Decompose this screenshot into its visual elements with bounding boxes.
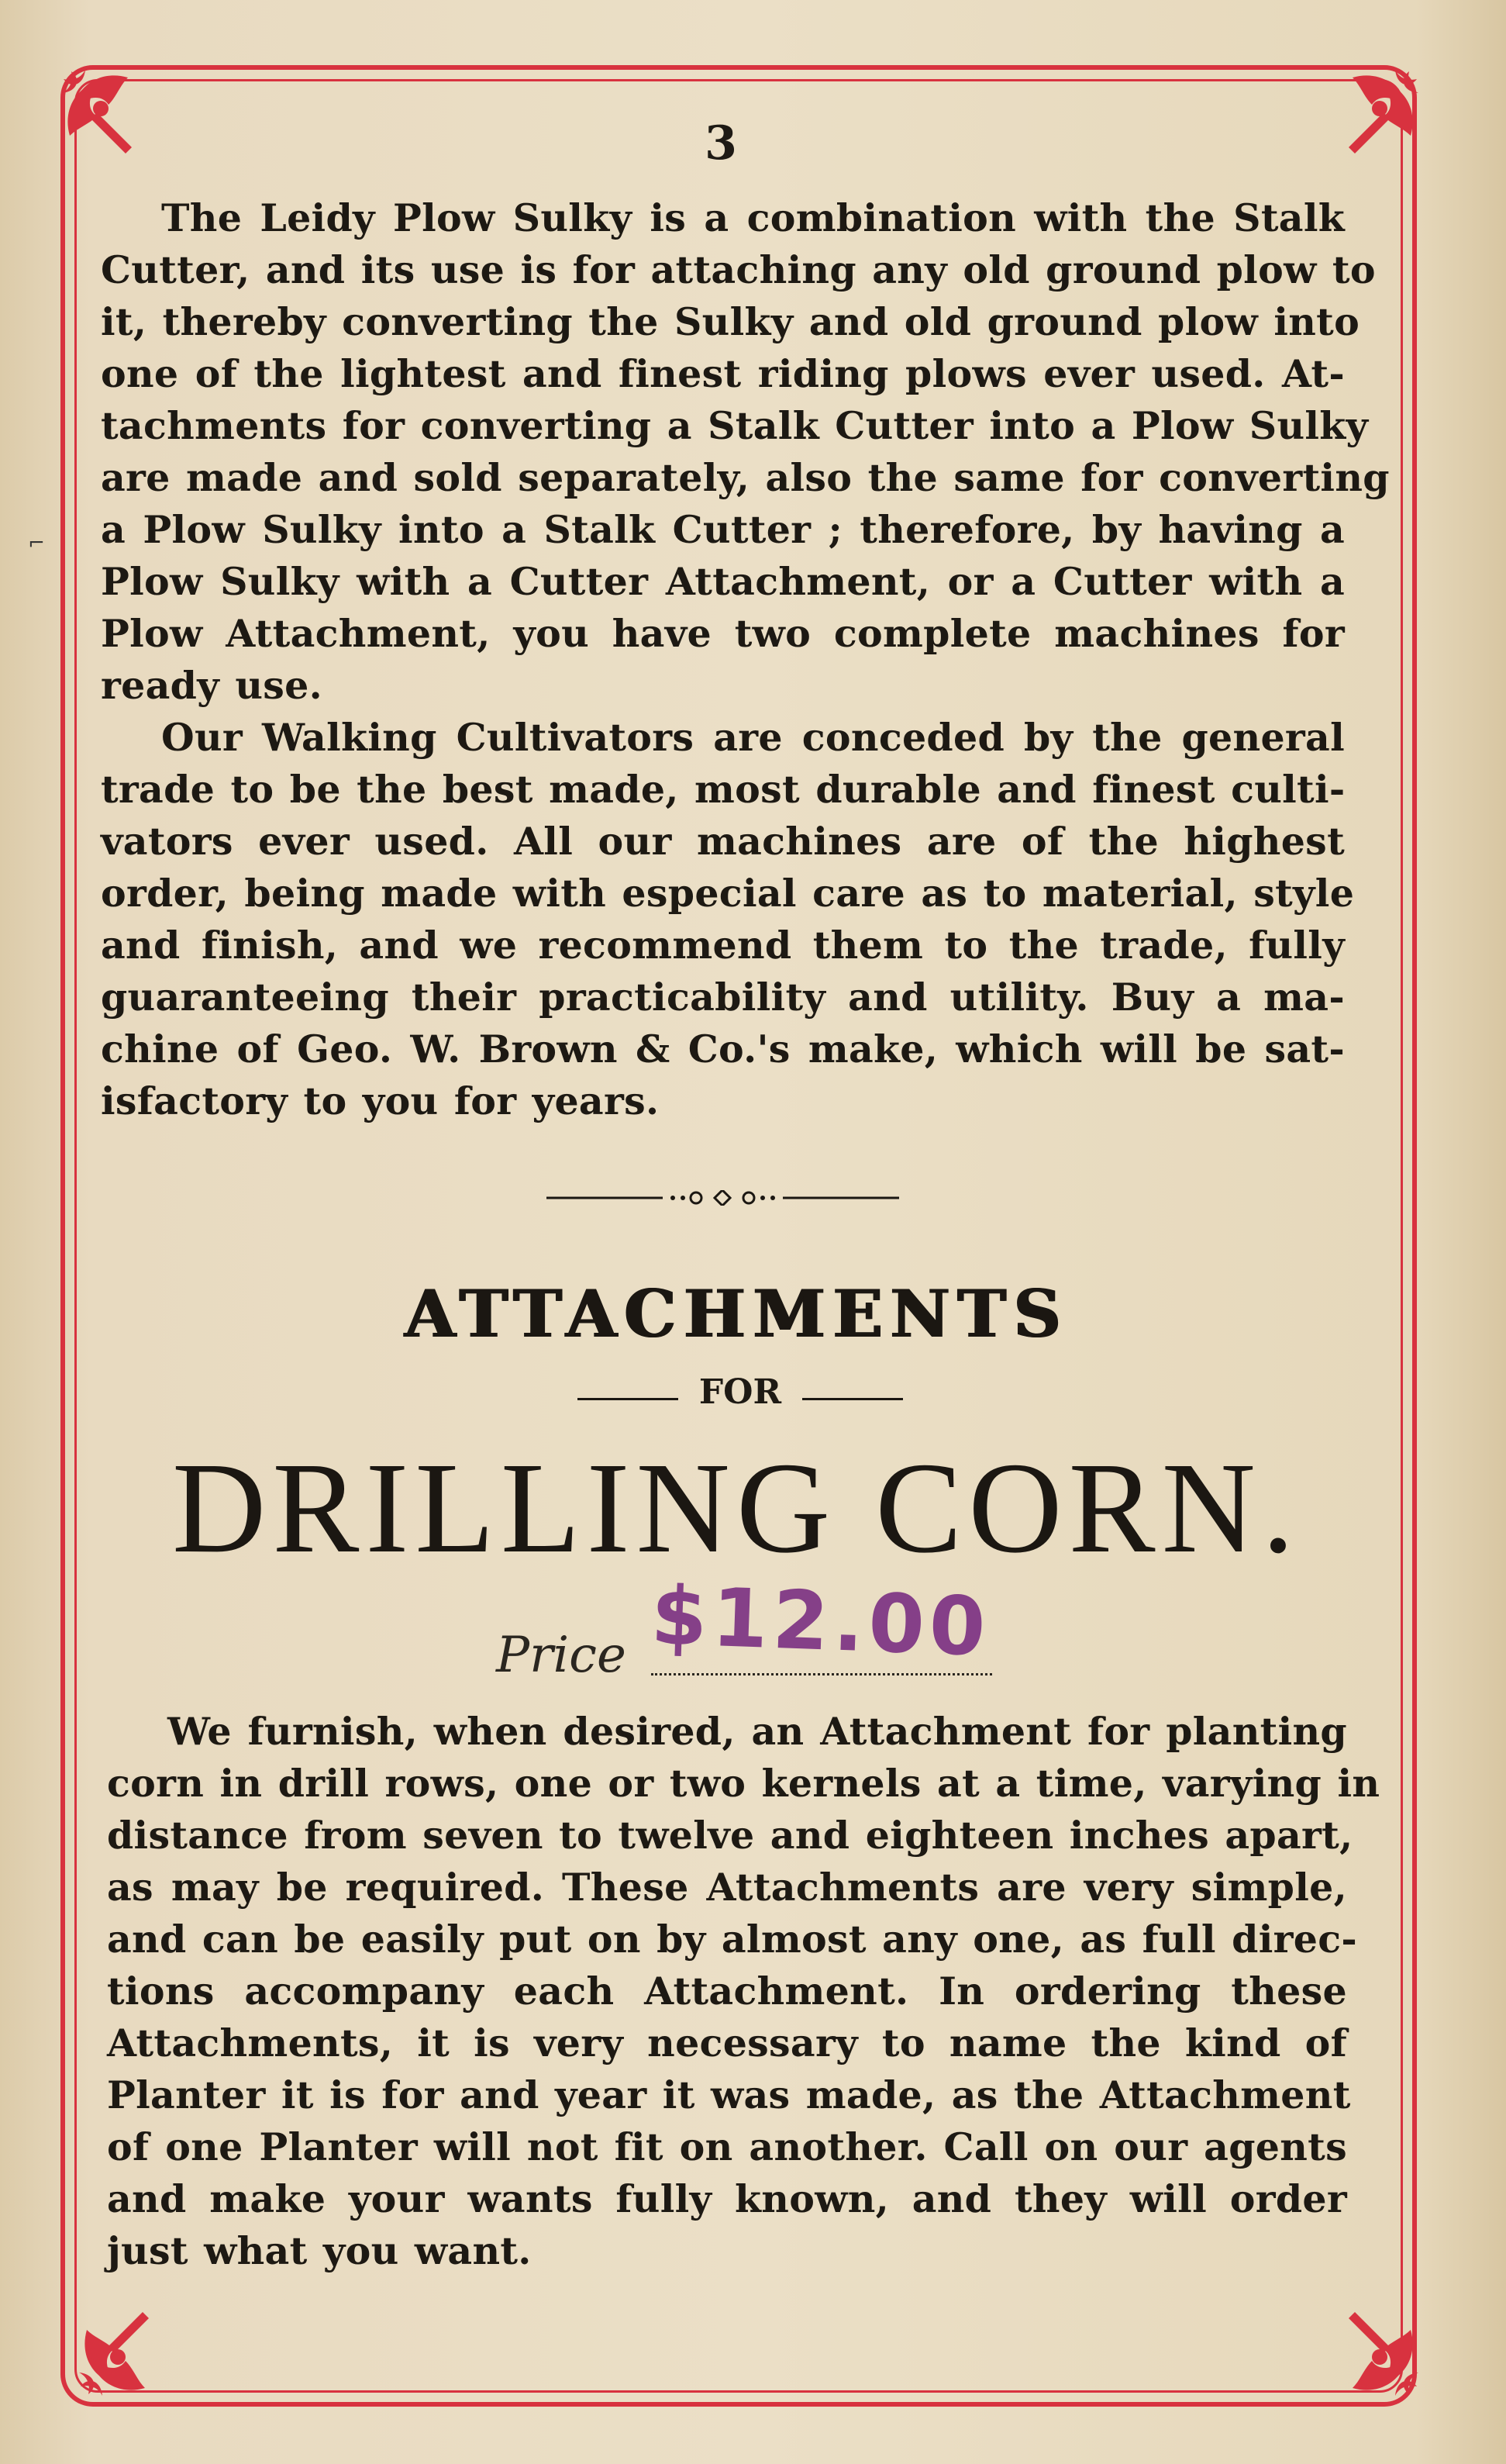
ornamental-divider [546,1190,899,1206]
page-number: 3 [705,116,737,171]
text-line: of one Planter will not fit on another. Call on our agents [107,2124,1347,2169]
text-line: Cutter, and its use is for attaching any old ground plow to [101,247,1376,292]
text-line: a Plow Sulky into a Stalk Cutter ; therefore, by having a [101,507,1345,552]
text-line: The Leidy Plow Sulky is a combination with the Stalk [161,195,1345,240]
section-title: DRILLING CORN. [172,1436,1301,1580]
price-row [496,1568,1039,1684]
text-line: Plow Attachment, you have two complete machines for [101,611,1345,656]
text-line: ready use. [101,663,322,708]
section-subheading [577,1372,903,1419]
corner-ornament-icon [1310,62,1426,178]
paragraph-leidy-plow-sulky [101,192,1390,712]
section-heading: ATTACHMENTS [404,1275,1069,1352]
text-line: Attachments, it is very necessary to name the kind of [107,2021,1347,2065]
margin-mark: ⌐ [28,532,45,555]
corner-ornament-icon [1310,2287,1426,2404]
text-line: and can be easily put on by almost any one, as full direc- [107,1917,1357,1962]
corner-ornament-icon [54,62,171,178]
text-line: one of the lightest and finest riding plows ever used. At- [101,351,1345,396]
paragraph-walking-cultivators [101,712,1355,1127]
text-line: and make your wants fully known, and they will order [107,2176,1347,2221]
price-stamp: $12.00 [650,1568,992,1675]
text-line: and finish, and we recommend them to the trade, fully [101,923,1345,968]
subheading-text: FOR [698,1372,782,1412]
text-line: Our Walking Cultivators are conceded by the general [161,715,1345,760]
text-line: We furnish, when desired, an Attachment for planting [167,1709,1347,1754]
text-line: trade to be the best made, most durable and finest culti- [101,767,1346,812]
text-line: chine of Geo. W. Brown & Co.'s make, which will be sat- [101,1027,1345,1072]
subheading-rule-left [577,1398,678,1400]
text-line: corn in drill rows, one or two kernels at a time, varying in [107,1761,1380,1806]
text-line: guaranteeing their practicability and utility. Buy a ma- [101,975,1345,1020]
text-line: as may be required. These Attachments are very simple, [107,1865,1347,1910]
paragraph-drilling-corn [107,1706,1380,2277]
price-label: Price [496,1627,626,1684]
text-line: isfactory to you for years. [101,1078,660,1123]
price-dotted-line [651,1673,992,1675]
text-line: just what you want. [107,2228,532,2273]
corner-ornament-icon [71,2287,188,2404]
text-line: it, thereby converting the Sulky and old ground plow into [101,299,1360,344]
text-line: distance from seven to twelve and eighteen inches apart, [107,1813,1353,1858]
text-line: Planter it is for and year it was made, as the Attachment [107,2072,1351,2117]
subheading-rule-right [802,1398,903,1400]
text-line: order, being made with especial care as to material, style [101,871,1355,916]
text-line: vators ever used. All our machines are of the highest [101,819,1345,864]
text-line: tions accompany each Attachment. In ordering these [107,1969,1347,2014]
text-line: are made and sold separately, also the same for converting [101,455,1390,500]
text-line: Plow Sulky with a Cutter Attachment, or a Cutter with a [101,559,1345,604]
text-line: tachments for converting a Stalk Cutter into a Plow Sulky [101,403,1369,448]
